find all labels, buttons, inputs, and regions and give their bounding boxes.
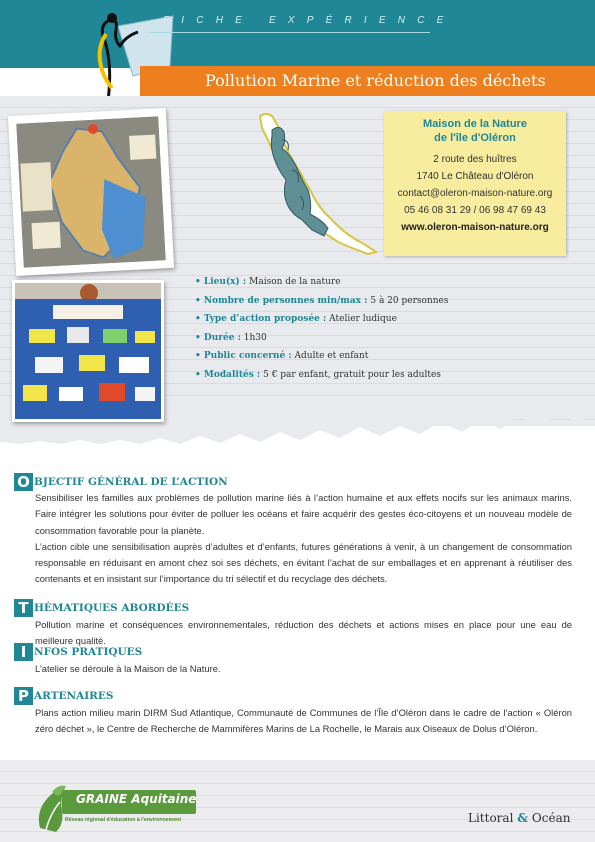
contact-card (384, 111, 566, 256)
brand-ampersand: & (517, 811, 529, 825)
header-band (0, 0, 595, 68)
fact-label: Durée : (203, 332, 241, 343)
fact-value: 5 € par enfant, gratuit pour les adultes (263, 369, 441, 380)
pushpin-icon (88, 124, 98, 134)
section-initial-p: P (14, 687, 33, 705)
fact-value: Adulte et enfant (294, 351, 369, 361)
section-initial-i: I (14, 643, 33, 661)
brand-right: Océan (531, 811, 571, 825)
section-objectif-heading (14, 473, 228, 491)
contact-address1: 2 route des huîtres (433, 154, 517, 165)
fact-value: Maison de la nature (249, 277, 341, 287)
contact-name-line2: de l'île d'Oléron (434, 132, 516, 144)
bullet-icon: • (195, 332, 204, 343)
section-thematiques-heading (14, 599, 189, 617)
graine-logo-region: Aquitaine (131, 792, 197, 806)
fact-item (195, 295, 448, 314)
contact-email[interactable]: contact@oleron-maison-nature.org (397, 188, 553, 199)
oleron-island-map (252, 110, 382, 260)
section-partenaires-body (35, 705, 572, 738)
section-title: ARTENAIRES (34, 690, 114, 702)
contact-address2: 1740 Le Château d'Oléron (416, 171, 534, 182)
fact-item (195, 313, 448, 332)
fact-label: Lieu(x) : (203, 277, 247, 287)
fact-item (195, 276, 448, 295)
bullet-icon: • (195, 351, 204, 361)
contact-phone: 05 46 08 31 29 / 06 98 47 69 43 (404, 205, 546, 216)
page-title: Pollution Marine et réduction des déchets (205, 71, 546, 90)
fact-item (195, 350, 448, 369)
fact-value: Atelier ludique (329, 314, 397, 324)
fact-label: Modalités : (203, 369, 261, 380)
fact-label: Public concerné : (203, 351, 292, 361)
brand-left: Littoral (468, 811, 514, 825)
paragraph: Sensibiliser les familles aux problèmes de pollution marine liés à l’action humaine et aux effets nocifs sur les animaux marins. Faire intégrer les solutions pour éviter de polluer les océans et faire acquérir des gestes éco-citoyens et un nouveau modèle de consommation favorable pour la planète. (35, 492, 572, 536)
littoral-ocean-brand (468, 811, 570, 825)
header-divider (150, 32, 430, 33)
facts-list (195, 276, 448, 387)
paragraph: Pollution marine et conséquences environnementales, réduction des déchets et actions mises en place pour une eau de meilleure qualité. (35, 619, 572, 647)
section-infos-heading (14, 643, 142, 661)
graine-logo-tagline: Réseau régional d'éducation à l'environnement (65, 817, 182, 823)
contact-name-line1: Maison de la Nature (423, 118, 527, 130)
section-infos-body (35, 661, 572, 677)
section-title: NFOS PRATIQUES (34, 646, 143, 658)
bullet-icon: • (195, 369, 204, 380)
graine-logo-name: GRAINE (76, 792, 128, 806)
fact-value: 1h30 (243, 332, 267, 343)
bullet-icon: • (195, 277, 204, 287)
paragraph: L’atelier se déroule à la Maison de la Nature. (35, 663, 221, 674)
paragraph: L’action cible une sensibilisation auprès d’adultes et d’enfants, futures générations à venir, à un changement de consommation responsable en réduisant en amont chez soi ses déchets, en évitant l’achat de sur emballages et en apprenant à réutiliser des contenants et en insistant sur l’importance du tri sélectif et du recyclage des déchets. (35, 540, 572, 585)
contact-website-link[interactable]: www.oleron-maison-nature.org (401, 222, 549, 233)
section-partenaires-heading (14, 687, 113, 705)
paragraph: Plans action milieu marin DIRM Sud Atlantique, Communauté de Communes de l’Île d’Oléron dans le cadre de l’action « Oléron zéro déchet », le Centre de Recherche de Mammifères Marins de La Rochelle, le Marais aux Oiseaux de Dolus d’Oléron. (35, 707, 572, 735)
bullet-icon: • (195, 295, 204, 306)
header-kicker: FICHE EXPÉRIENCE (163, 15, 456, 26)
section-initial-o: O (14, 473, 33, 491)
fact-item (195, 369, 448, 388)
section-initial-t: T (14, 599, 33, 617)
fact-label: Type d’action proposée : (203, 314, 327, 324)
section-title: HÉMATIQUES ABORDÉES (34, 602, 190, 614)
section-title: BJECTIF GÉNÉRAL DE L’ACTION (34, 476, 228, 488)
photo-board (12, 280, 164, 422)
fact-label: Nombre de personnes min/max : (203, 295, 368, 306)
fact-item (195, 332, 448, 351)
fact-value: 5 à 20 personnes (370, 295, 449, 306)
section-objectif-body (35, 490, 572, 588)
graine-logo-text (76, 792, 196, 806)
bullet-icon: • (195, 314, 204, 324)
